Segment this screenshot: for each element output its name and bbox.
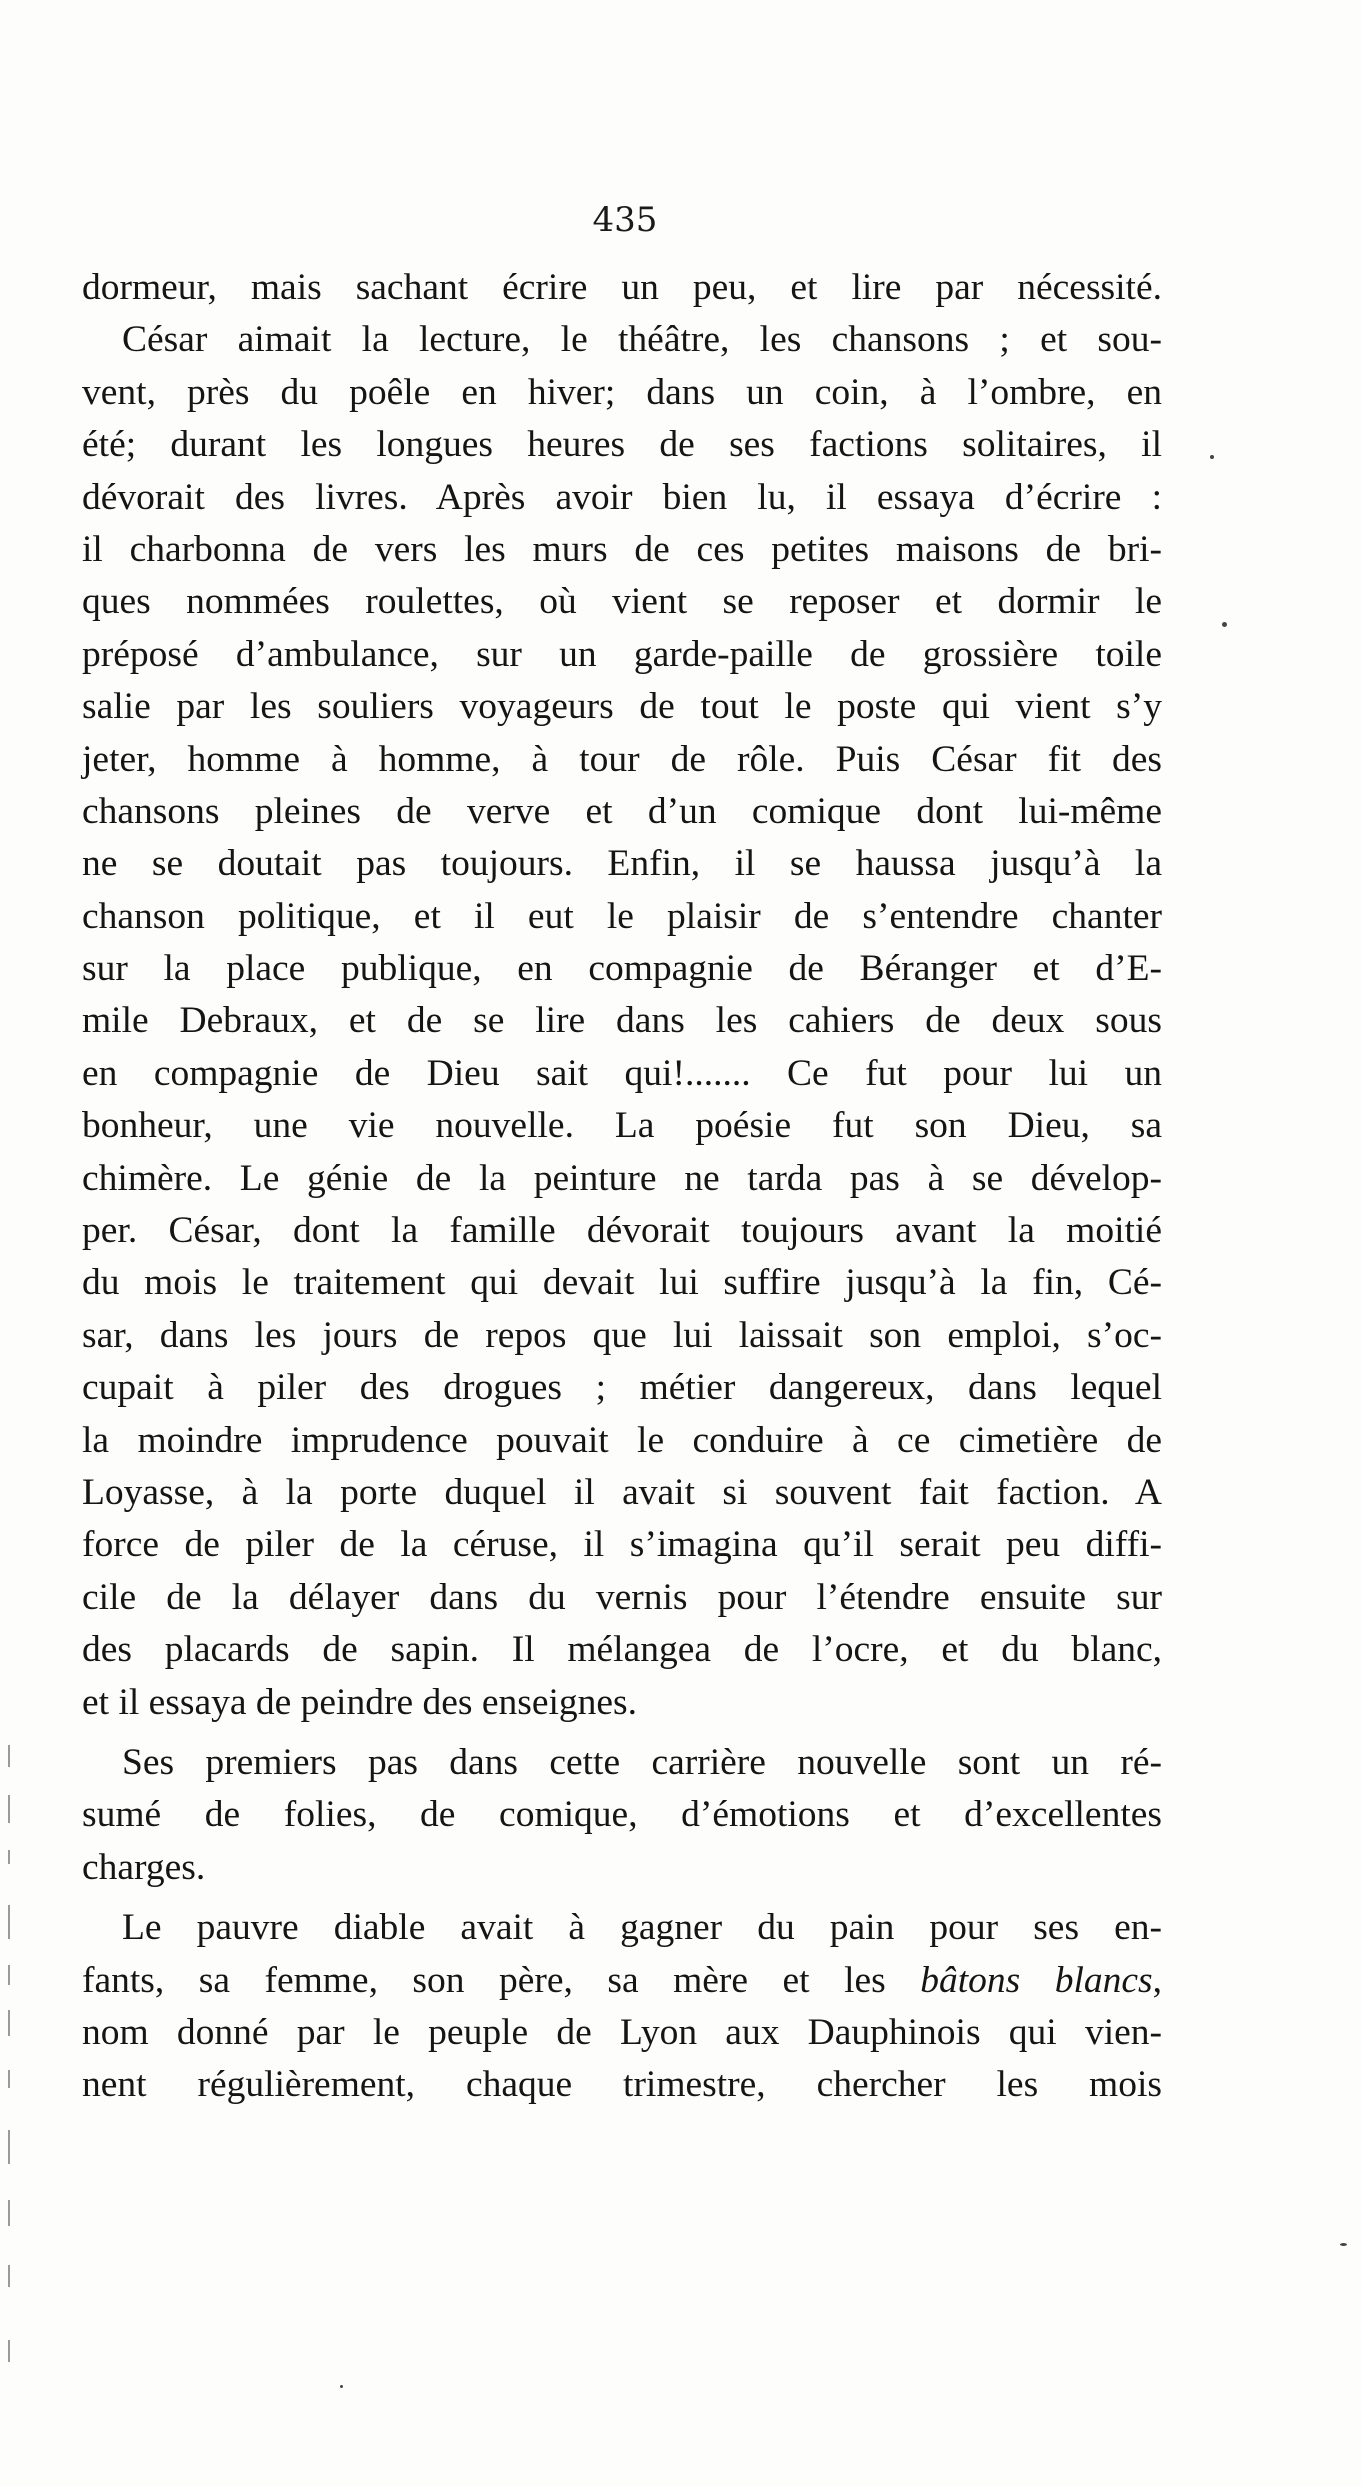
ink-speck xyxy=(1340,2243,1347,2246)
text-line-with-italic xyxy=(82,1955,1162,2007)
text-line: préposé d’ambulance, sur un garde-paille de grossière toile xyxy=(82,633,1162,675)
text-line: dévorait des livres. Après avoir bien lu, il essaya d’écrire : xyxy=(82,476,1162,518)
text-line: sumé de folies, de comique, d’émotions et d’excellentes xyxy=(82,1794,1162,1836)
text-segment: fants, sa femme, son père, sa mère et les xyxy=(82,1959,921,2001)
text-line: nom donné par le peuple de Lyon aux Dauphinois qui vien- xyxy=(82,2011,1162,2053)
ink-speck xyxy=(340,2385,343,2388)
italic-phrase: bâtons blancs xyxy=(920,1959,1153,2001)
text-line: et il essaya de peindre des enseignes. xyxy=(82,1681,638,1723)
text-line: César aimait la lecture, le théâtre, les chansons ; et sou- xyxy=(122,319,1162,361)
margin-mark xyxy=(8,1745,10,1767)
text-line: ques nommées roulettes, où vient se reposer et dormir le xyxy=(82,581,1162,623)
text-line: force de piler de la céruse, il s’imagina qu’il serait peu diffi- xyxy=(82,1524,1162,1566)
margin-mark xyxy=(8,2070,10,2088)
text-line: charges. xyxy=(82,1846,206,1888)
text-line: en compagnie de Dieu sait qui!....... Ce fut pour lui un xyxy=(82,1052,1162,1094)
text-line: dormeur, mais sachant écrire un peu, et lire par nécessité. xyxy=(82,267,1162,308)
text-line: Loyasse, à la porte duquel il avait si souvent fait faction. A xyxy=(82,1471,1162,1513)
text-line: bonheur, une vie nouvelle. La poésie fut son Dieu, sa xyxy=(82,1105,1162,1147)
text-line: chansons pleines de verve et d’un comique dont lui-même xyxy=(82,790,1162,832)
text-line: Ses premiers pas dans cette carrière nouvelle sont un ré- xyxy=(122,1741,1162,1783)
text-line: sar, dans les jours de repos que lui laissait son emploi, s’oc- xyxy=(82,1314,1162,1356)
margin-mark xyxy=(8,1905,10,1939)
text-line: des placards de sapin. Il mélangea de l’ocre, et du blanc, xyxy=(82,1629,1162,1671)
margin-mark xyxy=(8,2130,10,2164)
text-line: chanson politique, et il eut le plaisir de s’entendre chanter xyxy=(82,895,1162,937)
text-line: ne se doutait pas toujours. Enfin, il se haussa jusqu’à la xyxy=(82,843,1162,885)
ink-speck xyxy=(1222,622,1227,627)
text-line: la moindre imprudence pouvait le conduire à ce cimetière de xyxy=(82,1419,1162,1461)
text-line: vent, près du poêle en hiver; dans un coin, à l’ombre, en xyxy=(82,371,1162,413)
text-line: du mois le traitement qui devait lui suffire jusqu’à la fin, Cé- xyxy=(82,1262,1162,1304)
text-line: été; durant les longues heures de ses factions solitaires, il xyxy=(82,424,1162,466)
text-line: per. César, dont la famille dévorait toujours avant la moitié xyxy=(82,1210,1162,1252)
text-line: chimère. Le génie de la peinture ne tarda pas à se dévelop- xyxy=(82,1157,1162,1199)
body-text xyxy=(82,262,1162,2112)
text-line: Le pauvre diable avait à gagner du pain pour ses en- xyxy=(122,1907,1162,1949)
margin-mark xyxy=(8,1850,10,1864)
text-line: il charbonna de vers les murs de ces petites maisons de bri- xyxy=(82,528,1162,570)
text-line: mile Debraux, et de se lire dans les cahiers de deux sous xyxy=(82,1000,1162,1042)
margin-mark xyxy=(8,1795,10,1823)
margin-mark xyxy=(8,2010,10,2036)
text-segment: , xyxy=(1152,1959,1162,2001)
paragraph-gap xyxy=(82,1729,1162,1737)
text-line: cile de la délayer dans du vernis pour l’étendre ensuite sur xyxy=(82,1576,1162,1618)
ink-speck xyxy=(1210,455,1214,459)
margin-mark xyxy=(8,2200,10,2226)
text-line: cupait à piler des drogues ; métier dangereux, dans lequel xyxy=(82,1367,1162,1409)
margin-mark xyxy=(8,1965,10,1985)
text-line: nent régulièrement, chaque trimestre, chercher les mois xyxy=(82,2064,1162,2106)
margin-mark xyxy=(8,2340,10,2362)
text-line: salie par les souliers voyageurs de tout le poste qui vient s’y xyxy=(82,686,1162,728)
page-number: 435 xyxy=(592,200,658,240)
text-line: jeter, homme à homme, à tour de rôle. Puis César fit des xyxy=(82,738,1162,780)
paragraph-gap xyxy=(82,1894,1162,1902)
text-line: sur la place publique, en compagnie de Béranger et d’E- xyxy=(82,948,1162,990)
margin-mark xyxy=(8,2265,10,2287)
